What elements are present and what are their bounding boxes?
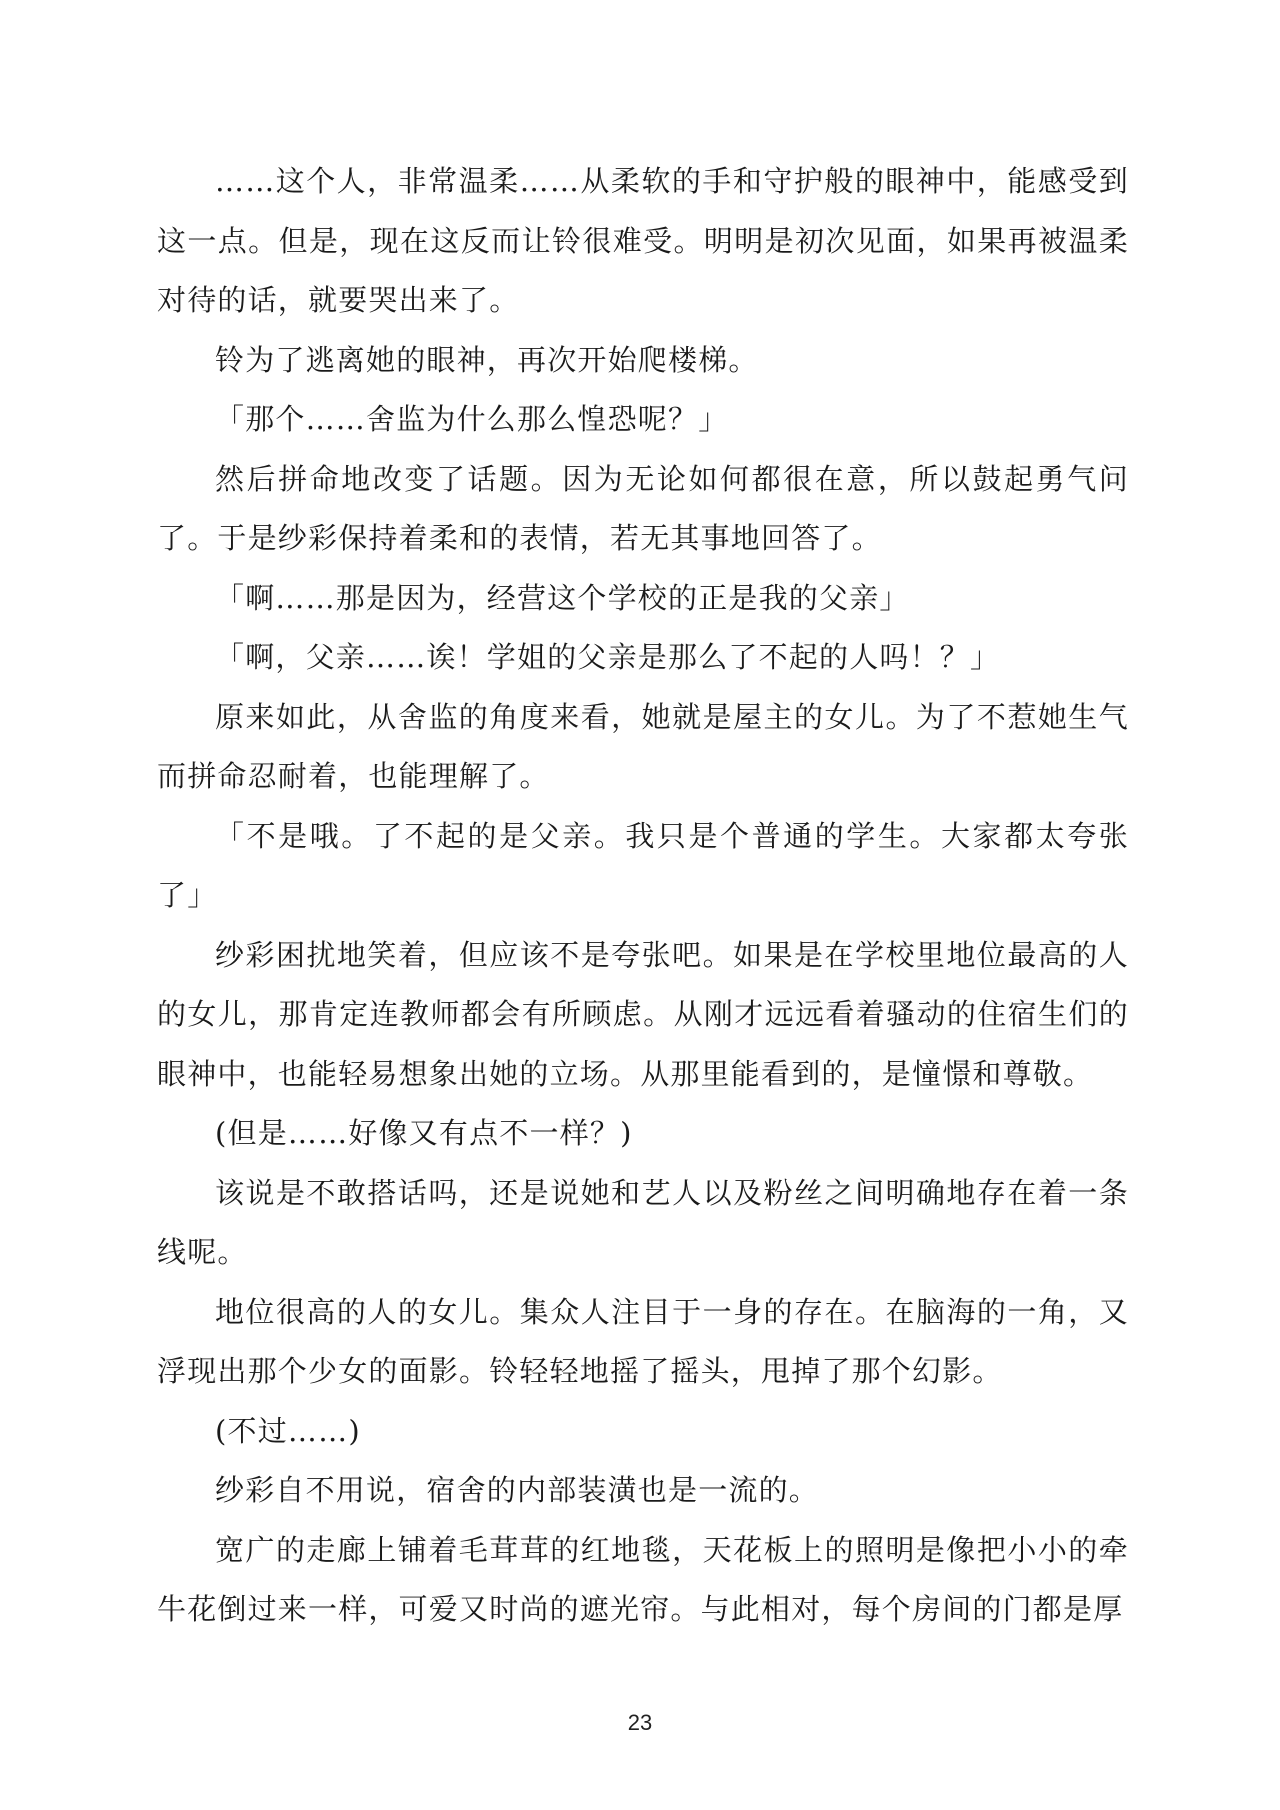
paragraph: 该说是不敢搭话吗，还是说她和艺人以及粉丝之间明确地存在着一条线呢。	[157, 1175, 1129, 1269]
paragraph: 「啊……那是因为，经营这个学校的正是我的父亲」	[215, 580, 910, 615]
page-number: 23	[627, 1710, 653, 1735]
paragraph: 纱彩自不用说，宿舍的内部装潢也是一流的。	[215, 1473, 820, 1507]
paragraph: 「不是哦。了不起的是父亲。我只是个普通的学生。大家都太夸张了」	[157, 818, 1129, 912]
paragraph: 原来如此，从舍监的角度来看，她就是屋主的女儿。为了不惹她生气而拼命忍耐着，也能理解了。	[157, 699, 1129, 793]
paragraph: (但是……好像又有点不一样？)	[215, 1116, 633, 1150]
body-text	[157, 152, 1129, 1640]
paragraph: 宽广的走廊上铺着毛茸茸的红地毯，天花板上的照明是像把小小的牵牛花倒过来一样，可爱又时尚的遮光帘。与此相对，每个房间的门都是厚	[157, 1532, 1129, 1626]
paragraph: (不过……)	[215, 1413, 361, 1448]
paragraph: 纱彩困扰地笑着，但应该不是夸张吧。如果是在学校里地位最高的人的女儿，那肯定连教师都会有所顾虑。从刚才远远看着骚动的住宿生们的眼神中，也能轻易想象出她的立场。从那里能看到的，是憧憬和尊敬。	[157, 937, 1129, 1091]
paragraph: 铃为了逃离她的眼神，再次开始爬楼梯。	[215, 342, 759, 377]
paragraph: 地位很高的人的女儿。集众人注目于一身的存在。在脑海的一角，又浮现出那个少女的面影。铃轻轻地摇了摇头，甩掉了那个幻影。	[157, 1294, 1129, 1388]
paragraph: 「啊，父亲……诶！学姐的父亲是那么了不起的人吗！？」	[215, 640, 1001, 674]
paragraph: 「那个……舍监为什么那么惶恐呢？」	[215, 402, 729, 436]
paragraph: 然后拼命地改变了话题。因为无论如何都很在意，所以鼓起勇气问了。于是纱彩保持着柔和的表情，若无其事地回答了。	[157, 461, 1129, 555]
paragraph: ……这个人，非常温柔……从柔软的手和守护般的眼神中，能感受到这一点。但是，现在这反而让铃很难受。明明是初次见面，如果再被温柔对待的话，就要哭出来了。	[157, 164, 1129, 317]
